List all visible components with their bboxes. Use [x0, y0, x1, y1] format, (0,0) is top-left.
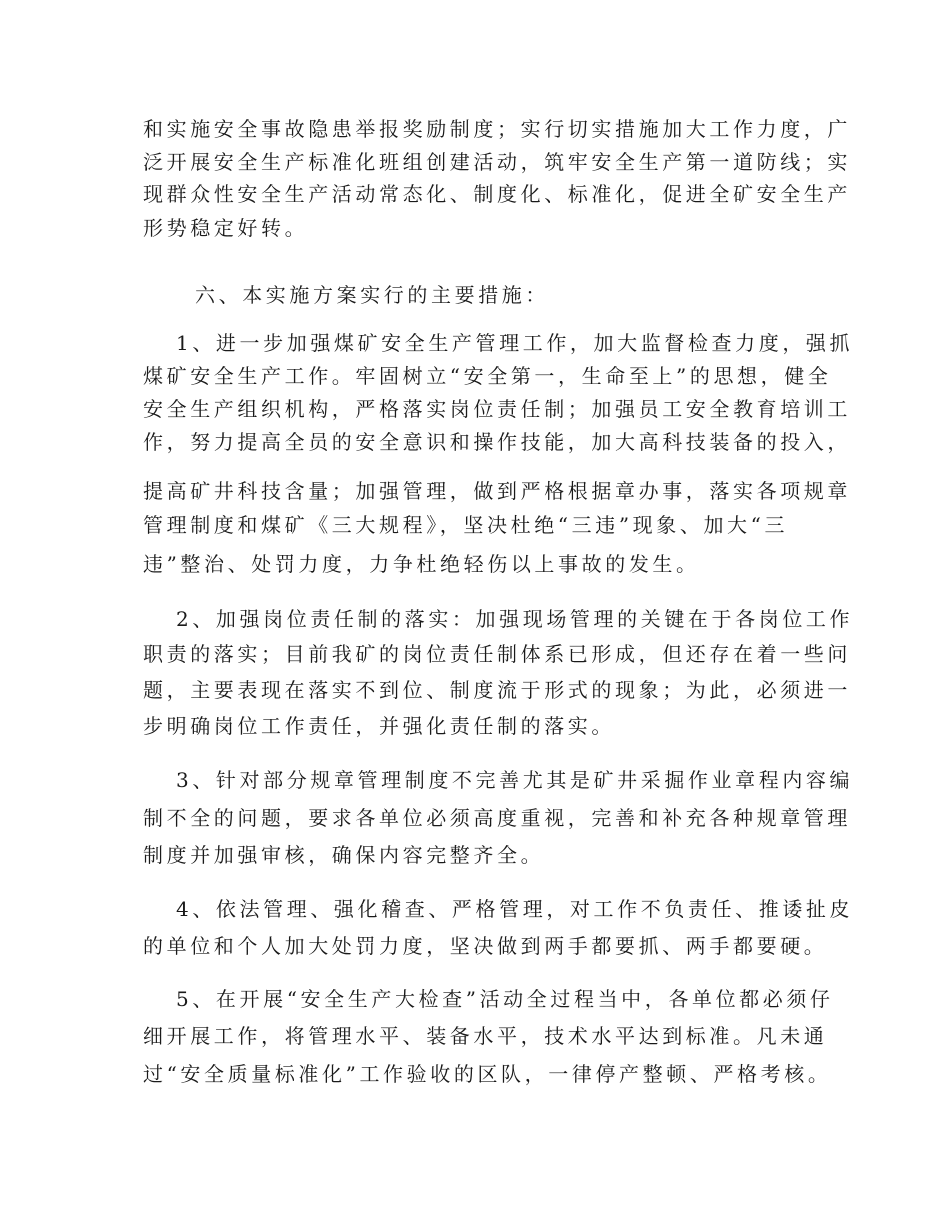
text-line: 制不全的问题，要求各单位必须高度重视，完善和补充各种规章管理	[143, 806, 851, 830]
text-line: 煤矿安全生产工作。牢固树立“安全第一，生命至上”的思想，健全	[143, 364, 832, 388]
text-line: 2、加强岗位责任制的落实：加强现场管理的关键在于各岗位工作	[176, 607, 854, 631]
text-line: 违”整治、处罚力度，力争杜绝轻伤以上事故的发生。	[143, 552, 700, 576]
text-line: 4、依法管理、强化稽查、严格管理，对工作不负责任、推诿扯皮	[176, 897, 854, 921]
text-line: 题，主要表现在落实不到位、制度流于形式的现象；为此，必须进一	[143, 678, 851, 702]
text-line: 作，努力提高全员的安全意识和操作技能，加大高科技装备的投入，	[143, 430, 851, 454]
text-line: 5、在开展“安全生产大检查”活动全过程当中，各单位都必须仔	[176, 987, 834, 1011]
text-line: 管理制度和煤矿《三大规程》，坚决杜绝“三违”现象、加大“三	[143, 513, 789, 537]
text-line: 现群众性安全生产活动常态化、制度化、标准化，促进全矿安全生产	[143, 182, 851, 206]
text-line: 3、针对部分规章管理制度不完善尤其是矿井采掘作业章程内容编	[176, 768, 854, 792]
text-line: 安全生产组织机构，严格落实岗位责任制；加强员工安全教育培训工	[143, 397, 851, 421]
text-line: 形势稳定好转。	[143, 216, 309, 240]
text-line: 职责的落实；目前我矿的岗位责任制体系已形成，但还存在着一些问	[143, 642, 851, 666]
section-heading: 六、本实施方案实行的主要措施：	[195, 283, 549, 307]
text-line: 1、进一步加强煤矿安全生产管理工作，加大监督检查力度，强抓	[176, 331, 854, 355]
text-line: 步明确岗位工作责任，并强化责任制的落实。	[143, 714, 615, 738]
text-line: 的单位和个人加大处罚力度，坚决做到两手都要抓、两手都要硬。	[143, 934, 828, 958]
text-line: 制度并加强审核，确保内容完整齐全。	[143, 843, 545, 867]
text-line: 细开展工作，将管理水平、装备水平，技术水平达到标准。凡未通	[143, 1024, 828, 1048]
text-line: 泛开展安全生产标准化班组创建活动，筑牢安全生产第一道防线；实	[143, 150, 851, 174]
text-line: 过“安全质量标准化”工作验收的区队，一律停产整顿、严格考核。	[143, 1062, 832, 1086]
text-line: 和实施安全事故隐患举报奖励制度；实行切实措施加大工作力度，广	[143, 117, 851, 141]
text-line: 提高矿井科技含量；加强管理，做到严格根据章办事，落实各项规章	[143, 479, 851, 503]
